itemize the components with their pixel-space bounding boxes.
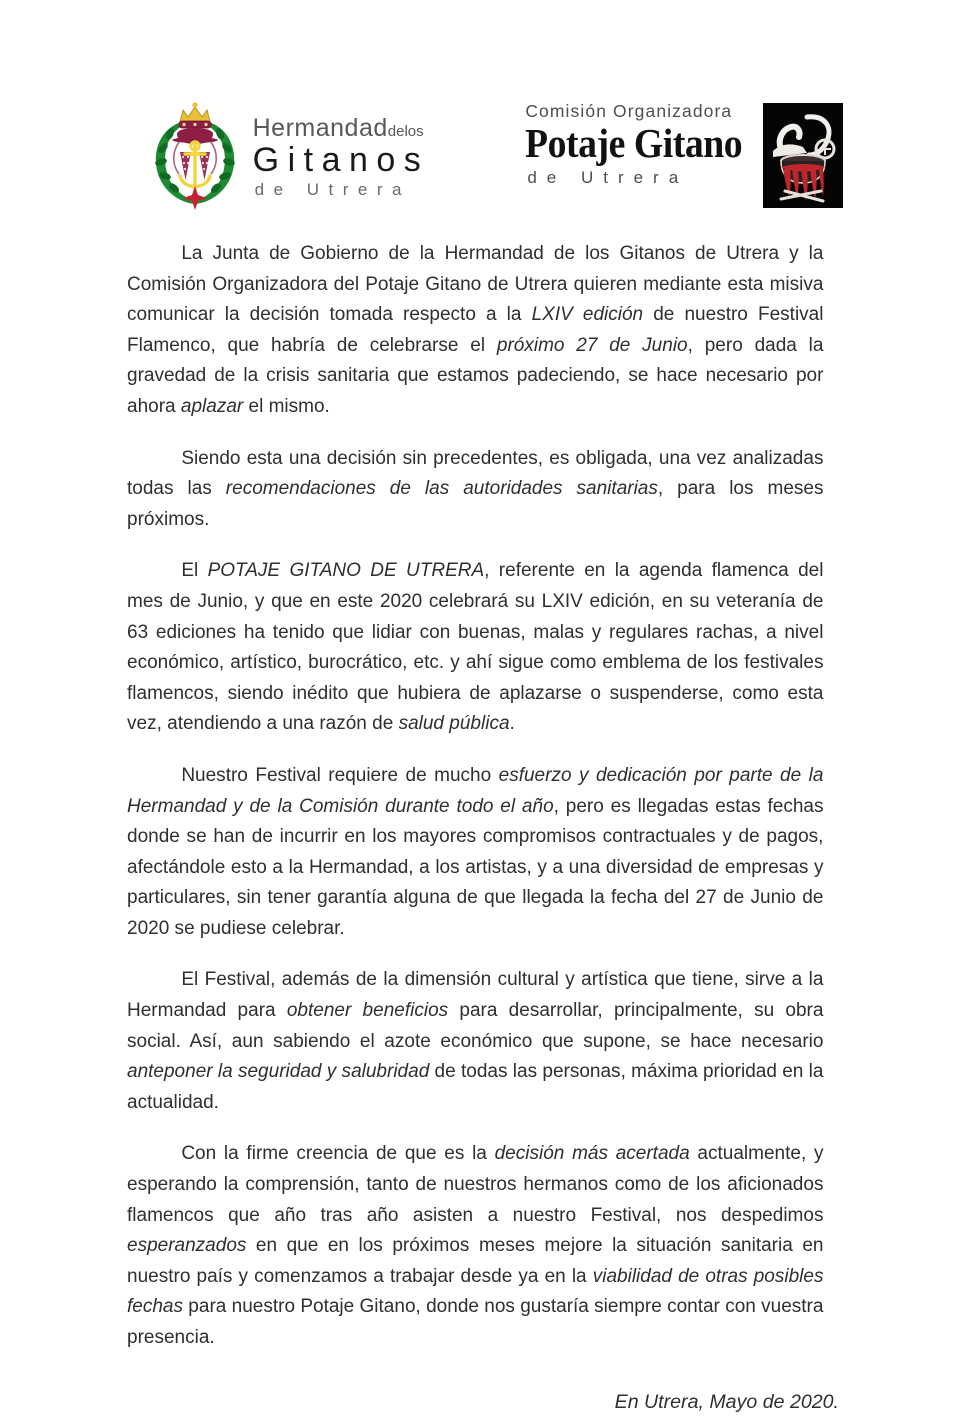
body-text: Siendo esta una decisión sin precedentes, es obligada, una vez analizadas todas las: [127, 446, 824, 500]
emphasis-text: esperanzados: [127, 1234, 247, 1257]
emphasis-text: obtener beneficios: [286, 999, 449, 1022]
hermandad-line3: de Utrera: [254, 180, 411, 200]
potaje-line2: Potaje Gitano: [525, 119, 743, 166]
body-text: El: [181, 559, 208, 582]
body-text: para nuestro Potaje Gitano, donde nos gustaría siempre contar con vuestra presencia.: [127, 1295, 824, 1348]
body-text: , referente en la agenda flamenca del mes de Junio, y que en este 2020 celebrará su LXIV edición, en su veteranía de 63 ediciones ha tenido que lidiar con buenas, malas y regulares rachas, a nivel económico, artístico, burocrático, etc. y ahí sigue como emblema de los festivales flamencos, siendo inédito que hubiera de aplazarse o suspenderse, como esta vez, atendiendo a una razón de: [127, 559, 824, 735]
letterhead: [0, 0, 972, 212]
emphasis-text: aplazar: [180, 394, 244, 417]
body-text: actualmente, y esperando la comprensión, tanto de nuestros hermanos como de los aficionados flamencos que año tras año asisten a nuestro Festival, nos despedimos: [127, 1142, 824, 1226]
body-text: , pero dada la gravedad de la crisis sanitaria que estamos padeciendo, se hace necesario por ahora: [127, 333, 824, 417]
paragraph-3: [127, 555, 823, 739]
body-text: La Junta de Gobierno de la Hermandad de los Gitanos de Utrera y la Comisión Organizadora del Potaje Gitano de Utrera quieren mediante esta misiva comunicar la decisión tomada respecto a la: [127, 242, 824, 326]
body-text: .: [509, 712, 515, 735]
body-text: , pero es llegadas estas fechas donde se han de incurrir en los mayores compromisos contractuales y de pagos, afectándole esto a la Hermandad, a los artistas, y a una diversidad de empresas y particulares, sin tener garantía alguna de que llegada la fecha del 27 de Junio de 2020 se pudiese celebrar.: [127, 794, 824, 939]
potaje-line1: Comisión Organizadora: [525, 101, 733, 121]
potaje-line3: de Utrera: [527, 167, 689, 187]
hermandad-word-hermandad: Hermandad: [252, 114, 388, 143]
emphasis-text: LXIV edición: [531, 303, 644, 326]
letter-body: [127, 212, 845, 1417]
emphasis-text: salud pública: [398, 712, 510, 735]
emphasis-text: viabilidad de otras posibles fechas: [127, 1264, 824, 1318]
body-text: el mismo.: [243, 394, 330, 417]
body-text: para desarrollar, principalmente, su obra social. Así, aun sabiendo el azote económico que supone, se hace necesario: [127, 999, 824, 1052]
body-text: en que en los próximos meses mejore la situación sanitaria en nuestro país y comenzamos a trabajar desde ya en la: [127, 1234, 824, 1287]
hermandad-wordmark: [253, 112, 430, 199]
emphasis-text: próximo 27 de Junio: [496, 333, 688, 356]
paragraph-2: [127, 443, 823, 535]
emphasis-text: esfuerzo y dedicación por parte de la Hermandad y de la Comisión durante todo el año: [127, 763, 824, 817]
hermandad-line1: [253, 116, 430, 141]
potaje-cauldron-photo: [763, 103, 843, 208]
potaje-wordmark: [525, 103, 761, 187]
letter-closing: En Utrera, Mayo de 2020.: [614, 1390, 839, 1413]
body-text: Nuestro Festival requiere de mucho: [181, 763, 499, 786]
emphasis-text: decisión más acertada: [494, 1142, 690, 1165]
hermandad-coat-of-arms-icon: [147, 100, 243, 212]
hermandad-word-delos: delos: [387, 123, 424, 141]
emphasis-text: POTAJE GITANO DE UTRERA: [207, 559, 485, 582]
potaje-gitano-logo: [525, 100, 843, 208]
body-text: de nuestro Festival Flamenco, que habría de celebrarse el: [127, 303, 824, 356]
emphasis-text: recomendaciones de las autoridades sanitarias: [225, 477, 658, 500]
body-text: de todas las personas, máxima prioridad en la actualidad.: [127, 1060, 824, 1113]
hermandad-gitanos-logo: [147, 100, 430, 212]
paragraph-5: [127, 964, 823, 1117]
body-text: Con la firme creencia de que es la: [181, 1142, 495, 1165]
body-text: El Festival, además de la dimensión cultural y artística que tiene, sirve a la Hermandad para: [127, 968, 824, 1022]
emphasis-text: anteponer la seguridad y salubridad: [127, 1060, 430, 1083]
paragraph-4: [127, 760, 823, 944]
hermandad-line2: Gitanos: [252, 141, 430, 180]
paragraph-6: [127, 1138, 823, 1352]
paragraph-1: [127, 238, 823, 422]
body-text: , para los meses próximos.: [127, 477, 824, 530]
